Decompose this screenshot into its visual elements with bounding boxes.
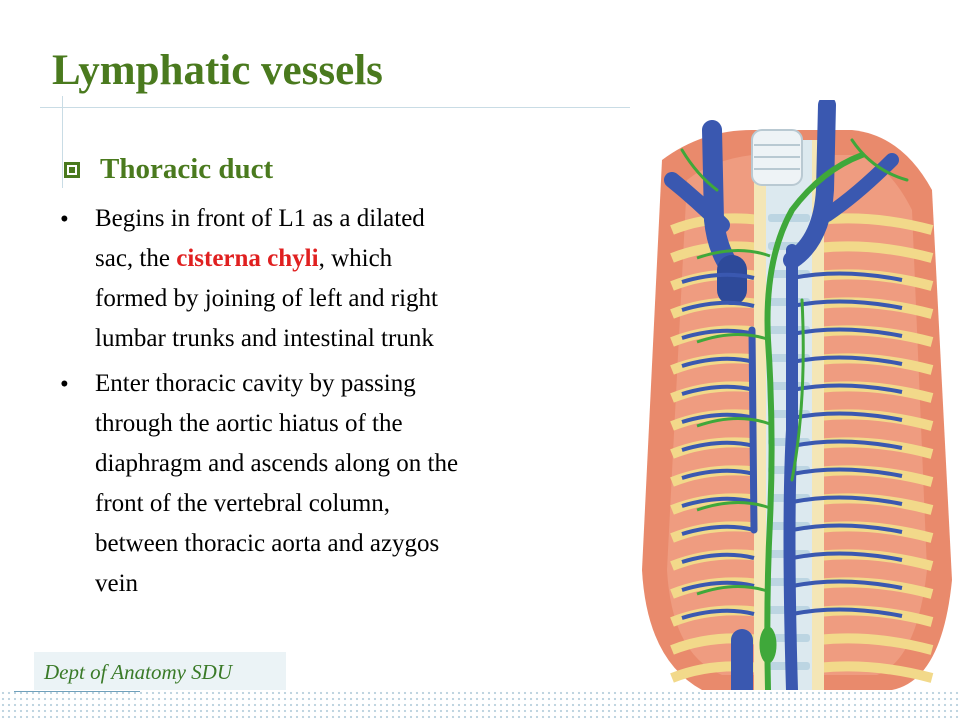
paragraph-1-line: formed by joining of left and right (95, 285, 438, 312)
paragraph-2-line: diaphragm and ascends along on the (95, 450, 459, 477)
slide-title: Lymphatic vessels (52, 47, 383, 94)
paragraph-2-line: between thoracic aorta and azygos (95, 530, 440, 557)
paragraph-1-text: sac, the (95, 245, 177, 272)
paragraph-2-line: front of the vertebral column, (95, 490, 391, 517)
subtitle: Thoracic duct (100, 153, 274, 185)
highlight-term: cisterna chyli (176, 245, 319, 272)
bullet-icon: • (60, 206, 69, 233)
paragraph-1-text: , which (318, 245, 393, 272)
dotted-border (0, 690, 960, 720)
trachea (752, 130, 802, 185)
paragraph-1-line: lumbar trunks and intestinal trunk (95, 325, 434, 352)
bullet-icon: • (60, 371, 69, 398)
footer-label: Dept of Anatomy SDU (44, 660, 233, 684)
square-bullet-icon (64, 162, 80, 178)
paragraph-2-line: through the aortic hiatus of the (95, 410, 403, 437)
title-vertical-divider (62, 96, 63, 188)
paragraph-2-line: Enter thoracic cavity by passing (95, 370, 416, 397)
paragraph-1-line: Begins in front of L1 as a dilated (95, 205, 425, 232)
thoracic-duct-illustration (642, 100, 960, 690)
paragraph-1 (95, 199, 570, 359)
paragraph-2 (95, 364, 570, 604)
paragraph-1-line (95, 239, 570, 279)
paragraph-2-line: vein (95, 570, 139, 597)
title-divider (40, 107, 630, 108)
